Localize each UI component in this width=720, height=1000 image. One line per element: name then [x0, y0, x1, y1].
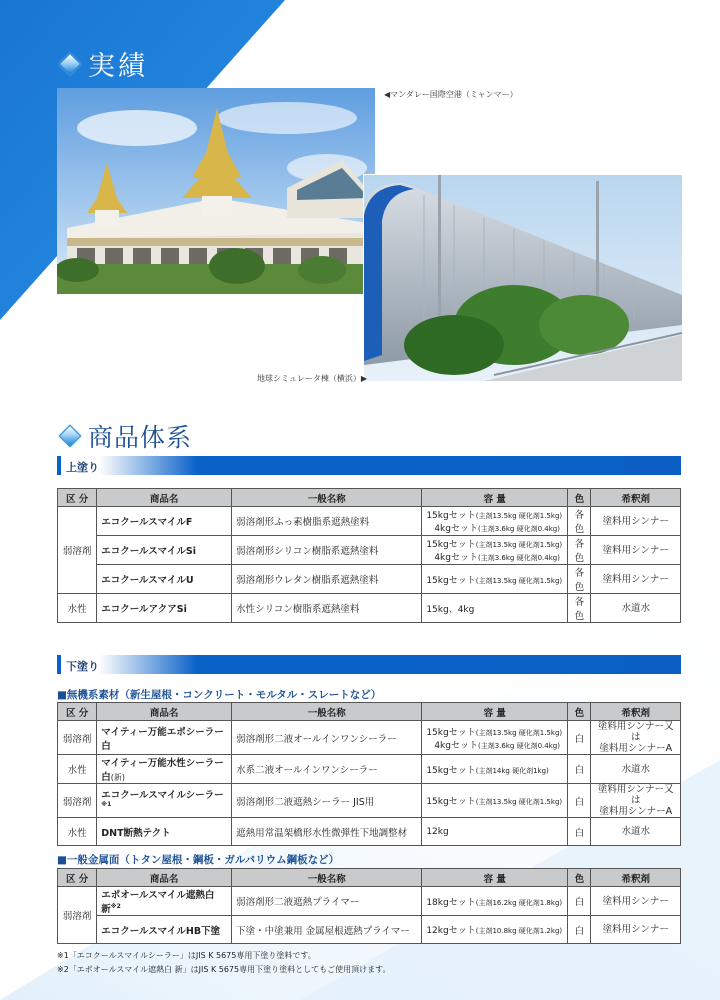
subheading-metal: ■一般金属面（トタン屋根・鋼板・ガルバリウム鋼板など） [57, 854, 340, 866]
product-name-text: マイティー万能水性シーラー 白 [101, 758, 224, 783]
volume-cell: 15kg、4kg [422, 594, 568, 623]
header-color: 色 [568, 489, 591, 507]
header-general: 一般名称 [232, 869, 422, 887]
section-title-results [62, 44, 148, 83]
simulator-building-photo [363, 174, 683, 382]
volume-main: 15kgセット [426, 511, 476, 521]
volume-detail: (主剤16.2kg 硬化剤1.8kg) [475, 898, 563, 907]
category-cell: 弱溶剤 [58, 784, 97, 818]
volume-detail: (主剤3.6kg 硬化剤0.4kg) [477, 525, 560, 533]
table-row [58, 536, 681, 565]
airport-photo [57, 88, 375, 294]
general-name: 弱溶剤形シリコン樹脂系遮熱塗料 [232, 536, 422, 565]
topcoat-bar-label: 上塗り [66, 461, 99, 474]
color-cell: 白 [568, 784, 591, 818]
header-thinner: 希釈剤 [591, 489, 681, 507]
volume-detail: (主剤14kg 硬化剤1kg) [475, 766, 549, 775]
header-product: 商品名 [97, 489, 232, 507]
footnote-1: ※1「エコクールスマイルシーラー」はJIS K 5675専用下塗り塗料です。 [57, 951, 316, 960]
table-row [58, 594, 681, 623]
product-name [97, 887, 232, 916]
volume-main: 12kgセット [426, 926, 476, 936]
volume-cell [422, 721, 568, 755]
volume-cell [422, 887, 568, 916]
volume-cell: 12kg [422, 818, 568, 846]
category-cell: 弱溶剤 [58, 507, 97, 594]
volume-main: 15kgセット [426, 727, 476, 738]
table-row [58, 721, 681, 755]
thinner-cell: 水道水 [591, 818, 681, 846]
general-name: 遮熱用常温架橋形水性微弾性下地調整材 [232, 818, 422, 846]
volume-main: 15kgセット [426, 540, 476, 550]
volume-cell [422, 565, 568, 594]
section-title-product-lineup-text: 商品体系 [88, 423, 193, 452]
category-cell: 弱溶剤 [58, 887, 97, 944]
color-cell: 白 [568, 818, 591, 846]
product-name: エコクールスマイルF [97, 507, 232, 536]
airport-caption: ◀マンダレー国際空港（ミャンマー） [384, 90, 518, 99]
simulator-caption: 地球シミュレータ棟（横浜）▶ [257, 374, 367, 383]
table-header-row [58, 489, 681, 507]
general-name: 弱溶剤形ふっ素樹脂系遮熱塗料 [232, 507, 422, 536]
product-name [97, 755, 232, 784]
header-thinner: 希釈剤 [591, 703, 681, 721]
volume-cell [422, 784, 568, 818]
footnote-2: ※2「エポオールスマイル遮熱白 新」はJIS K 5675専用下塗り塗料としてもご使用頂けます。 [57, 965, 391, 974]
thinner-line: 塗料用シンナーA [599, 743, 673, 754]
thinner-cell: 塗料用シンナー [591, 565, 681, 594]
thinner-cell: 塗料用シンナー [591, 916, 681, 944]
category-cell: 水性 [58, 594, 97, 623]
volume-detail: (主剤10.8kg 硬化剤1.2kg) [475, 927, 563, 935]
general-name: 弱溶剤形ウレタン樹脂系遮熱塗料 [232, 565, 422, 594]
volume-main: 15kgセット [426, 575, 476, 586]
product-name: エコクールスマイルHB下塗 [97, 916, 232, 944]
thinner-cell [591, 721, 681, 755]
new-tag: (新) [110, 773, 126, 782]
color-cell: 白 [568, 755, 591, 784]
volume-main: 18kgセット [426, 897, 476, 908]
color-cell: 各色 [568, 536, 591, 565]
header-product: 商品名 [97, 703, 232, 721]
general-name: 弱溶剤形二液遮熱シーラー JIS用 [232, 784, 422, 818]
general-name: 弱溶剤形二液遮熱プライマー [232, 887, 422, 916]
header-color: 色 [568, 869, 591, 887]
thinner-line: 塗料用シンナー又は [597, 721, 674, 743]
volume-detail: (主剤13.5kg 硬化剤1.5kg) [475, 798, 563, 806]
undercoat-metal-table [57, 868, 681, 944]
thinner-cell: 水道水 [591, 594, 681, 623]
header-category: 区 分 [58, 703, 97, 721]
volume-detail: (主剤3.6kg 硬化剤0.4kg) [477, 554, 560, 562]
thinner-cell: 塗料用シンナー [591, 887, 681, 916]
color-cell: 白 [568, 916, 591, 944]
color-cell: 各色 [568, 565, 591, 594]
header-color: 色 [568, 703, 591, 721]
header-product: 商品名 [97, 869, 232, 887]
undercoat-bar [57, 655, 681, 674]
thinner-line: 塗料用シンナー又は [597, 784, 674, 806]
product-name: エコクールアクアSi [97, 594, 232, 623]
product-name: DNT断熱テクト [97, 818, 232, 846]
thinner-cell: 塗料用シンナー [591, 507, 681, 536]
header-thinner: 希釈剤 [591, 869, 681, 887]
table-row [58, 507, 681, 536]
header-general: 一般名称 [232, 489, 422, 507]
thinner-cell: 水道水 [591, 755, 681, 784]
table-row [58, 818, 681, 846]
footnote-mark: ※1 [101, 801, 112, 809]
volume-main: 4kgセット [434, 524, 478, 534]
table-header-row [58, 869, 681, 887]
header-general: 一般名称 [232, 703, 422, 721]
volume-detail: (主剤13.5kg 硬化剤1.5kg) [475, 541, 563, 549]
diamond-icon [59, 52, 82, 75]
volume-detail: (主剤3.6kg 硬化剤0.4kg) [477, 741, 560, 750]
topcoat-bar [57, 456, 681, 475]
table-header-row [58, 703, 681, 721]
table-row [58, 916, 681, 944]
color-cell: 白 [568, 721, 591, 755]
thinner-cell: 塗料用シンナー [591, 536, 681, 565]
table-row [58, 887, 681, 916]
header-category: 区 分 [58, 489, 97, 507]
section-title-results-text: 実績 [88, 51, 148, 82]
volume-detail: (主剤13.5kg 硬化剤1.5kg) [475, 576, 563, 585]
volume-cell [422, 755, 568, 784]
color-cell: 各色 [568, 507, 591, 536]
thinner-cell [591, 784, 681, 818]
general-name: 弱溶剤形二液オールインワンシーラー [232, 721, 422, 755]
diamond-icon [59, 425, 82, 448]
color-cell: 白 [568, 887, 591, 916]
volume-cell [422, 507, 568, 536]
table-row [58, 755, 681, 784]
volume-detail: (主剤13.5kg 硬化剤1.5kg) [475, 512, 563, 520]
header-volume: 容 量 [422, 489, 568, 507]
volume-main: 4kgセット [434, 553, 478, 563]
volume-cell [422, 916, 568, 944]
footnote-mark: ※2 [110, 902, 121, 910]
volume-cell [422, 536, 568, 565]
undercoat-bar-label: 下塗り [66, 660, 99, 673]
header-volume: 容 量 [422, 703, 568, 721]
product-name [97, 784, 232, 818]
table-row [58, 784, 681, 818]
product-name-text: エポオールスマイル遮熱白 新 [101, 890, 215, 915]
header-volume: 容 量 [422, 869, 568, 887]
volume-main: 4kgセット [434, 740, 478, 751]
category-cell: 水性 [58, 755, 97, 784]
general-name: 水性シリコン樹脂系遮熱塗料 [232, 594, 422, 623]
general-name: 水系二液オールインワンシーラー [232, 755, 422, 784]
section-title-product-lineup [62, 418, 192, 454]
topcoat-table [57, 488, 681, 623]
thinner-line: 塗料用シンナーA [599, 806, 673, 817]
header-category: 区 分 [58, 869, 97, 887]
volume-detail: (主剤13.5kg 硬化剤1.5kg) [475, 728, 563, 737]
product-name: エコクールスマイルU [97, 565, 232, 594]
category-cell: 水性 [58, 818, 97, 846]
subheading-inorganic: ■無機系素材（新生屋根・コンクリート・モルタル・スレートなど） [57, 689, 382, 701]
general-name: 下塗・中塗兼用 金属屋根遮熱プライマー [232, 916, 422, 944]
volume-main: 15kgセット [426, 765, 476, 776]
undercoat-inorganic-table [57, 702, 681, 846]
category-cell: 弱溶剤 [58, 721, 97, 755]
table-row [58, 565, 681, 594]
volume-main: 15kgセット [426, 797, 476, 807]
product-name-text: エコクールスマイルシーラー [101, 790, 224, 802]
color-cell: 各色 [568, 594, 591, 623]
product-name: エコクールスマイルSi [97, 536, 232, 565]
product-name: マイティー万能エポシーラー 白 [97, 721, 232, 755]
